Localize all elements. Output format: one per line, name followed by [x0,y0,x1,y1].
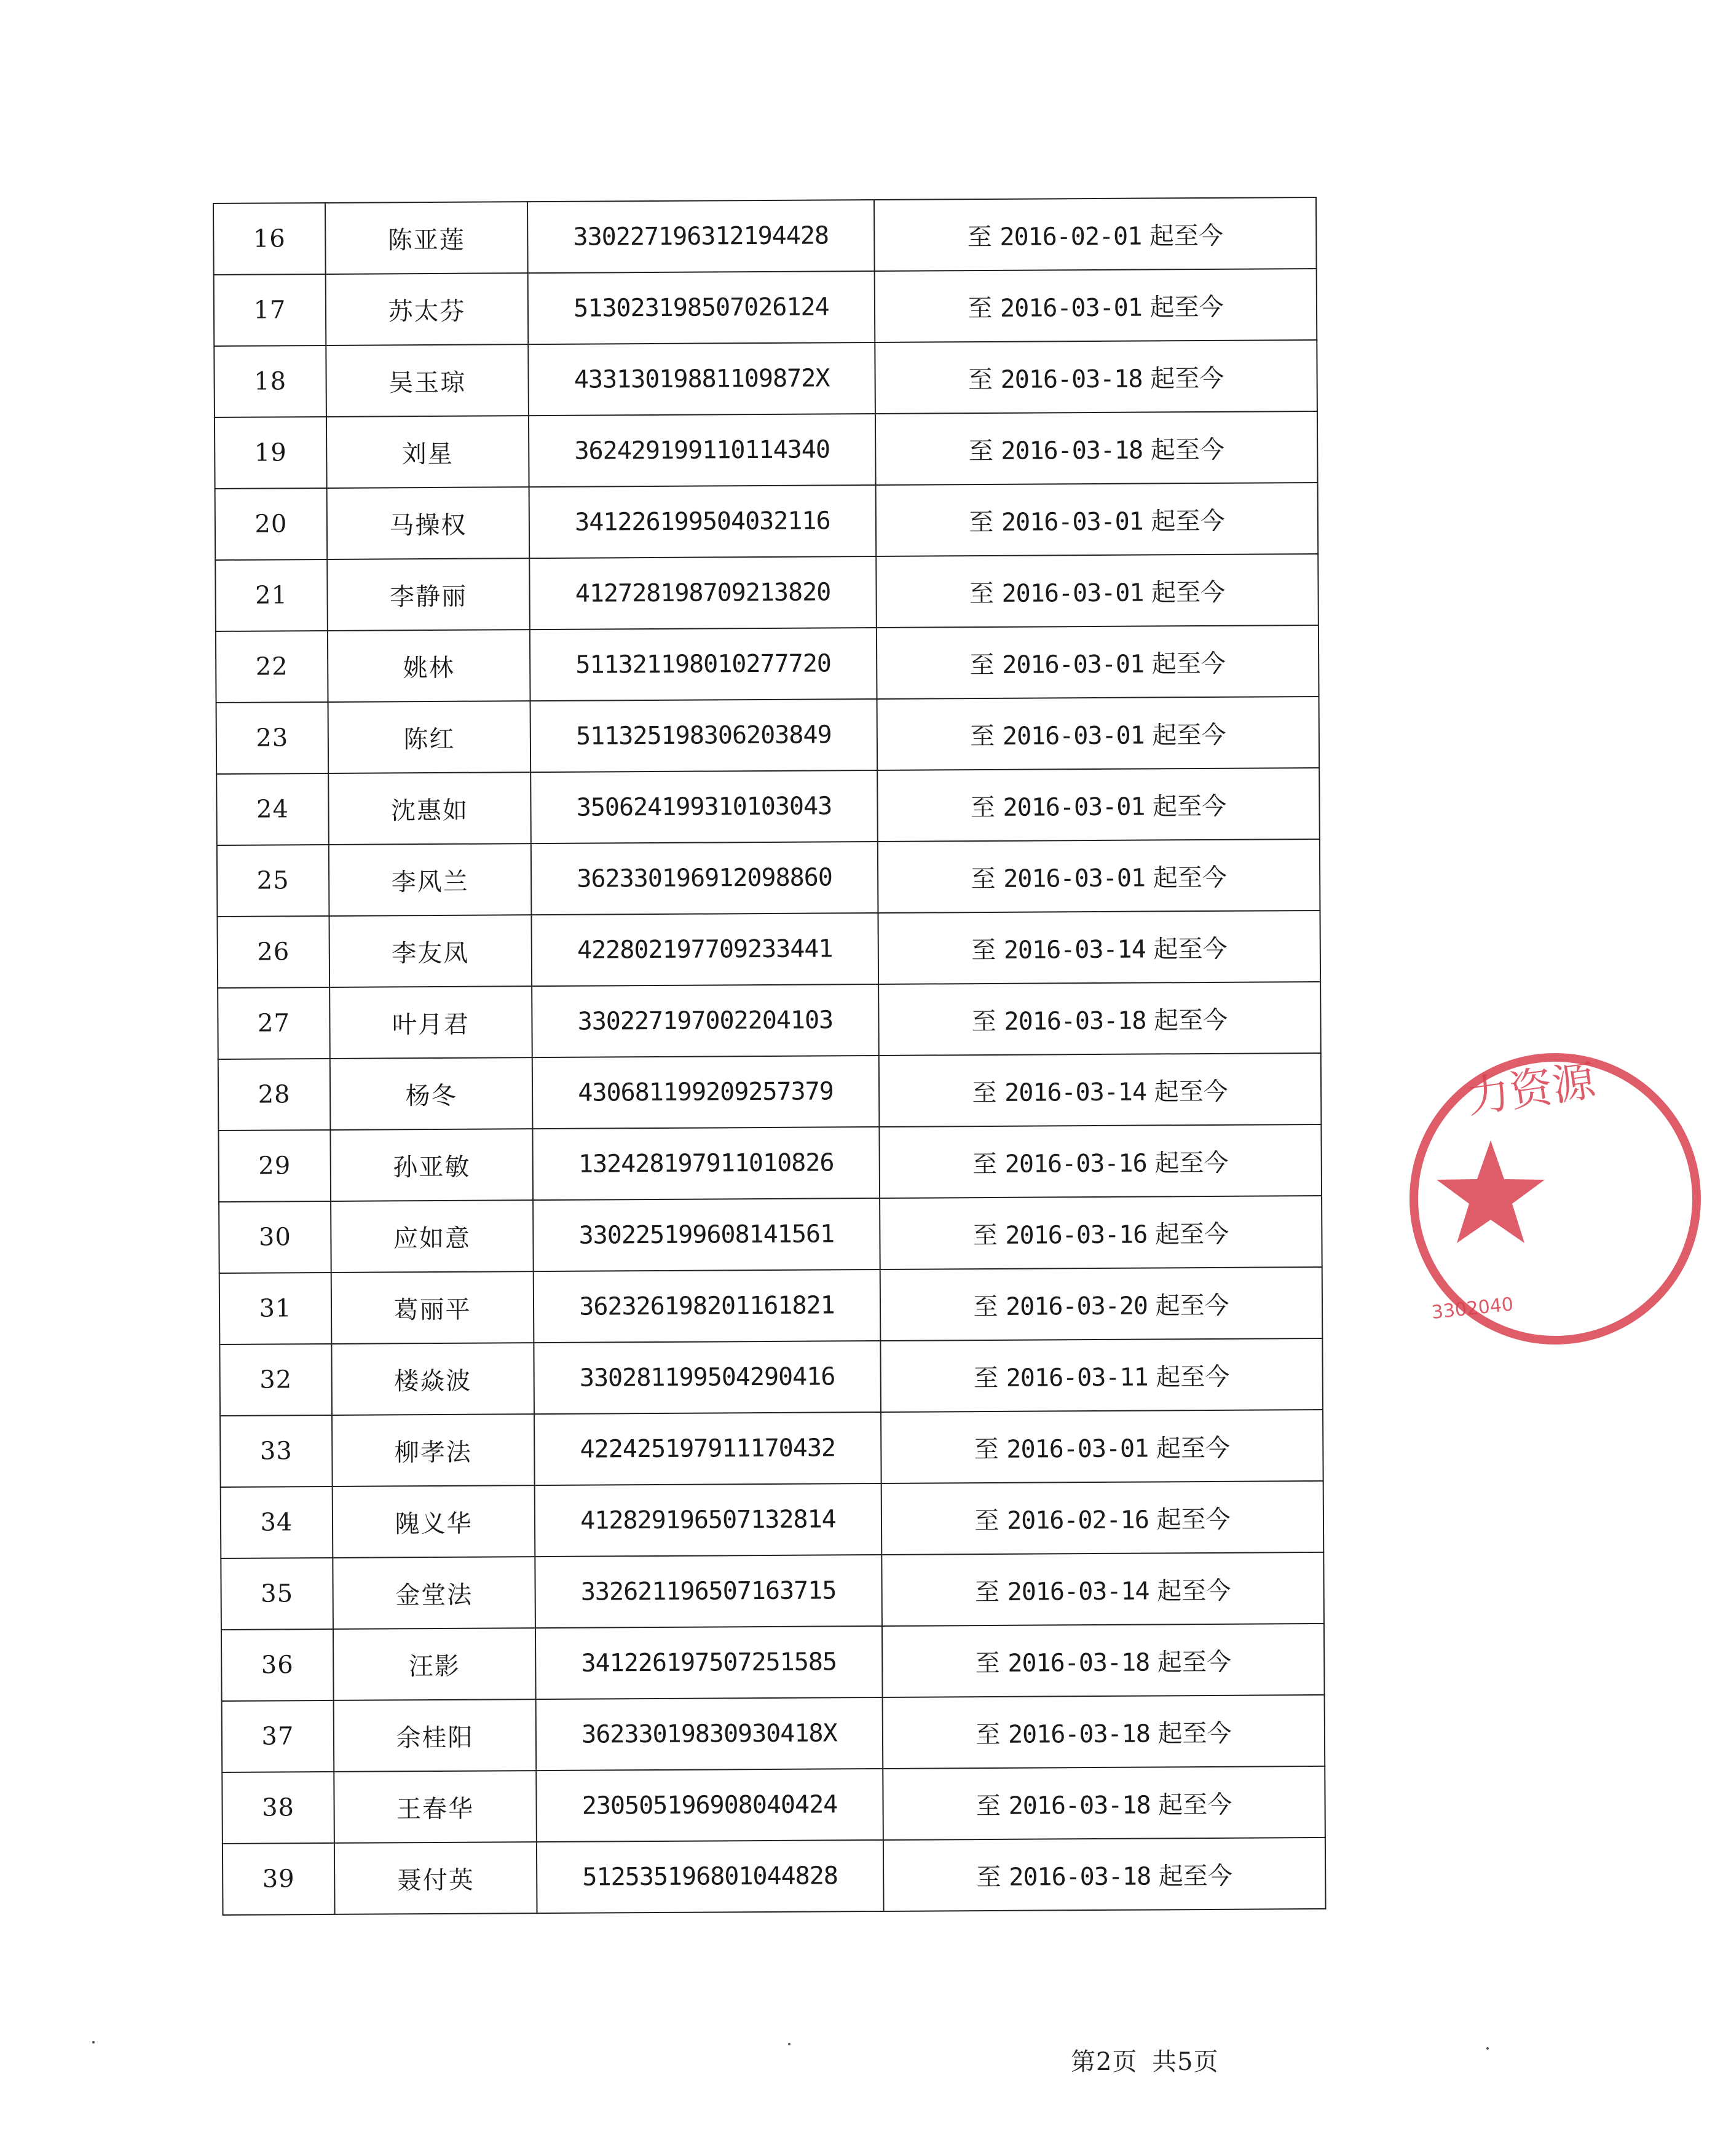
period-cell [878,910,1320,984]
period-start-date: 2016-03-01 [1002,721,1145,751]
period-prefix: 至 [972,1150,998,1179]
row-number: 33 [220,1415,333,1487]
period-suffix: 起至今 [1158,1790,1232,1819]
period-text [972,1077,1228,1107]
table-row [219,1338,1323,1416]
period-text [969,507,1225,536]
period-start-date: 2016-03-01 [1003,864,1146,893]
employee-name: 李风兰 [329,843,532,916]
table-row [221,1552,1324,1630]
id-number: 412728198709213820 [529,556,877,630]
period-start-date: 2016-03-20 [1005,1292,1148,1321]
period-start-date: 2016-03-01 [1001,507,1143,537]
period-start-date: 2016-03-01 [1006,1434,1149,1464]
employee-name: 李静丽 [327,558,530,631]
employee-name: 王春华 [334,1771,537,1843]
table-row [222,1695,1325,1772]
period-start-date: 2016-03-14 [1003,935,1146,965]
employee-name: 李友凤 [329,915,532,987]
row-number: 31 [219,1273,332,1345]
table-row [222,1766,1325,1844]
table-row [219,1196,1322,1273]
period-cell [879,1053,1322,1127]
id-number: 332621196507163715 [535,1555,882,1628]
period-prefix: 至 [972,1078,997,1107]
period-prefix: 至 [968,365,993,394]
employee-name: 吴玉琼 [326,344,529,417]
table-row [218,1124,1322,1202]
period-prefix: 至 [968,436,993,465]
period-suffix: 起至今 [1152,721,1226,749]
period-text [968,364,1224,393]
table-row [218,982,1321,1059]
id-number: 43313019881109872X [528,342,875,416]
period-start-date: 2016-03-18 [1008,1791,1151,1820]
period-text [970,721,1226,750]
table-row [217,910,1320,988]
period-text [976,1648,1232,1677]
id-number: 362330196912098860 [531,842,878,915]
scan-speck [788,2043,790,2045]
period-cell [880,1267,1323,1341]
period-suffix: 起至今 [1150,435,1225,464]
id-number: 330281199504290416 [534,1341,881,1414]
row-number: 21 [215,559,328,631]
period-prefix: 至 [976,1720,1001,1749]
row-number: 26 [217,916,329,988]
employee-name: 姚林 [328,630,530,702]
id-number: 132428197911010826 [532,1127,880,1200]
period-prefix: 至 [967,223,992,251]
period-text [976,1862,1232,1891]
period-cell [875,269,1317,342]
table-row [214,340,1317,417]
period-cell [879,1124,1322,1198]
period-prefix: 至 [969,508,994,537]
row-number: 36 [221,1629,334,1701]
id-number: 362326198201161821 [534,1270,881,1343]
row-number: 32 [219,1344,332,1416]
period-suffix: 起至今 [1153,934,1228,963]
period-prefix: 至 [974,1578,1000,1606]
period-start-date: 2016-02-01 [999,222,1142,251]
period-text [969,435,1225,465]
period-prefix: 至 [974,1435,999,1464]
id-number: 36233019830930418X [536,1697,883,1771]
employee-name: 刘星 [326,416,529,488]
period-start-date: 2016-03-01 [1003,792,1145,822]
period-text [971,863,1227,893]
period-suffix: 起至今 [1158,1862,1232,1890]
id-number: 511325198306203849 [530,699,878,772]
period-start-date: 2016-03-18 [1001,436,1143,465]
period-cell [881,1481,1324,1555]
period-cell [883,1766,1325,1840]
employee-name: 聂付英 [334,1842,537,1914]
row-number: 34 [221,1487,333,1558]
period-start-date: 2016-03-18 [1007,1648,1150,1678]
row-number: 29 [218,1130,331,1202]
scan-speck [1486,2047,1489,2050]
period-cell [875,340,1317,414]
period-prefix: 至 [971,936,996,965]
employee-name: 陈红 [328,701,531,773]
id-number: 422802197709233441 [531,913,878,986]
id-number: 330225199608141561 [533,1198,880,1271]
period-suffix: 起至今 [1154,1148,1229,1177]
row-number: 23 [216,702,329,774]
period-cell [876,483,1319,556]
table-row [223,1838,1326,1915]
period-cell [883,1695,1325,1769]
period-start-date: 2016-03-18 [1004,1006,1146,1036]
table-row [214,269,1317,346]
period-suffix: 起至今 [1149,293,1224,322]
row-number: 20 [215,488,328,560]
period-text [972,1148,1229,1178]
period-cell [880,1196,1322,1270]
employee-name: 柳孝法 [332,1414,535,1487]
period-start-date: 2016-03-14 [1004,1078,1147,1107]
period-start-date: 2016-03-18 [1000,365,1143,394]
period-text [973,1220,1229,1249]
period-start-date: 2016-03-01 [1002,650,1145,679]
period-suffix: 起至今 [1153,863,1227,892]
employee-name: 楼焱波 [331,1343,534,1415]
period-text [971,792,1227,821]
period-text [968,293,1224,322]
period-text [974,1362,1230,1392]
period-suffix: 起至今 [1156,1362,1230,1391]
row-number: 35 [221,1558,333,1630]
row-number: 24 [216,773,329,845]
row-number: 16 [213,203,326,275]
period-text [974,1505,1231,1534]
period-suffix: 起至今 [1157,1576,1231,1605]
employee-name: 孙亚敏 [330,1129,533,1201]
period-text [968,221,1224,251]
id-number: 230505196908040424 [536,1769,883,1842]
employee-name: 汪影 [333,1628,536,1700]
employee-name: 杨冬 [330,1057,533,1130]
period-prefix: 至 [970,793,995,822]
period-text [976,1719,1232,1748]
period-cell [883,1838,1326,1911]
id-number: 513023198507026124 [528,271,875,344]
period-cell [878,839,1320,913]
row-number: 25 [217,845,329,917]
period-suffix: 起至今 [1150,364,1224,393]
period-prefix: 至 [976,1791,1001,1820]
period-prefix: 至 [973,1364,999,1392]
id-number: 341226199504032116 [529,485,877,558]
period-start-date: 2016-03-11 [1006,1363,1148,1392]
employee-name: 应如意 [331,1200,534,1273]
id-number: 512535196801044828 [537,1840,884,1913]
table-row [218,1053,1322,1131]
employee-name: 陈亚莲 [325,202,528,274]
period-suffix: 起至今 [1153,792,1227,821]
employee-name: 沈惠如 [328,772,531,845]
table-row [217,839,1320,917]
id-number: 511321198010277720 [530,628,877,701]
period-cell [874,197,1317,271]
id-number: 422425197911170432 [534,1412,881,1485]
period-text [971,934,1228,964]
id-number: 412829196507132814 [535,1483,882,1557]
period-suffix: 起至今 [1151,578,1226,607]
period-prefix: 至 [969,579,995,608]
table-row [219,1267,1323,1345]
period-start-date: 2016-03-16 [1005,1220,1148,1250]
period-prefix: 至 [970,722,995,751]
period-prefix: 至 [976,1863,1001,1892]
period-suffix: 起至今 [1155,1291,1229,1320]
period-start-date: 2016-03-18 [1007,1720,1150,1749]
table-row [220,1410,1323,1487]
period-suffix: 起至今 [1157,1719,1232,1748]
scan-speck [92,2041,95,2043]
period-text [973,1291,1229,1321]
employee-name: 苏太芬 [326,273,529,346]
period-cell [880,1338,1323,1412]
period-prefix: 至 [968,294,993,323]
id-number: 341226197507251585 [535,1626,883,1699]
period-cell [876,554,1319,628]
employee-name: 葛丽平 [331,1271,534,1344]
period-prefix: 至 [969,650,995,679]
period-cell [882,1624,1325,1697]
roster-table-wrapper [213,197,1320,1916]
employee-name: 隗义华 [333,1485,535,1558]
period-start-date: 2016-03-16 [1004,1149,1147,1179]
table-row [221,1481,1324,1558]
period-suffix: 起至今 [1153,1006,1228,1035]
row-number: 39 [223,1843,335,1915]
period-suffix: 起至今 [1151,649,1226,678]
employee-name: 马操权 [327,487,530,559]
period-suffix: 起至今 [1157,1648,1232,1676]
period-start-date: 2016-03-01 [1001,578,1144,608]
table-row [221,1624,1325,1701]
seal-top-text: 力资源 [1463,1055,1599,1123]
period-start-date: 2016-03-18 [1009,1862,1151,1892]
period-cell [877,697,1320,770]
row-number: 22 [216,631,328,703]
period-suffix: 起至今 [1156,1434,1231,1463]
period-cell [877,768,1320,842]
row-number: 30 [219,1201,331,1273]
employee-name: 余桂阳 [334,1699,537,1772]
period-cell [881,1410,1323,1483]
id-number: 330227197002204103 [532,984,879,1057]
id-number: 430681199209257379 [532,1056,880,1129]
period-text [976,1790,1232,1820]
period-prefix: 至 [972,1221,998,1250]
table-row [215,483,1319,560]
row-number: 18 [214,346,326,417]
period-cell [877,625,1319,699]
table-row [215,411,1318,489]
period-text [975,1576,1231,1606]
employee-name: 金堂法 [333,1557,535,1629]
table-row [216,697,1320,774]
period-suffix: 起至今 [1151,507,1225,535]
period-prefix: 至 [971,1007,996,1036]
period-suffix: 起至今 [1156,1505,1231,1534]
id-number: 330227196312194428 [527,200,875,273]
period-suffix: 起至今 [1149,221,1224,250]
table-row [215,554,1319,631]
period-prefix: 至 [974,1506,999,1535]
table-row [216,625,1319,703]
period-prefix: 至 [975,1649,1000,1678]
seal-star-icon [1437,1140,1545,1243]
seal-bottom-code: 3302040 [1430,1293,1515,1324]
row-number: 37 [222,1700,334,1772]
period-cell [881,1552,1324,1626]
period-suffix: 起至今 [1154,1220,1229,1249]
period-cell [878,982,1321,1056]
period-prefix: 至 [971,864,996,893]
row-number: 28 [218,1059,331,1131]
period-start-date: 2016-03-01 [999,293,1143,323]
page-total: 共5页 [1152,2048,1219,2076]
row-number: 19 [215,417,327,489]
id-number: 362429199110114340 [529,414,876,487]
period-text [972,1006,1228,1035]
id-number: 350624199310103043 [530,770,878,843]
period-text [969,649,1226,679]
period-cell [875,411,1318,485]
official-seal-stamp [1395,1039,1715,1359]
row-number: 38 [222,1772,334,1844]
period-text [969,578,1226,607]
page-footer [1071,2042,1225,2077]
table-row [216,768,1320,845]
period-start-date: 2016-03-14 [1007,1577,1149,1606]
roster-table [213,197,1327,1916]
employee-name: 叶月君 [329,986,532,1059]
period-start-date: 2016-02-16 [1006,1506,1149,1535]
roster-table-body [213,197,1326,1915]
row-number: 17 [214,274,326,346]
period-prefix: 至 [973,1292,998,1321]
period-text [974,1434,1231,1463]
period-suffix: 起至今 [1154,1077,1228,1106]
row-number: 27 [218,987,330,1059]
page-number: 第2页 [1071,2048,1138,2076]
table-row [213,197,1317,275]
